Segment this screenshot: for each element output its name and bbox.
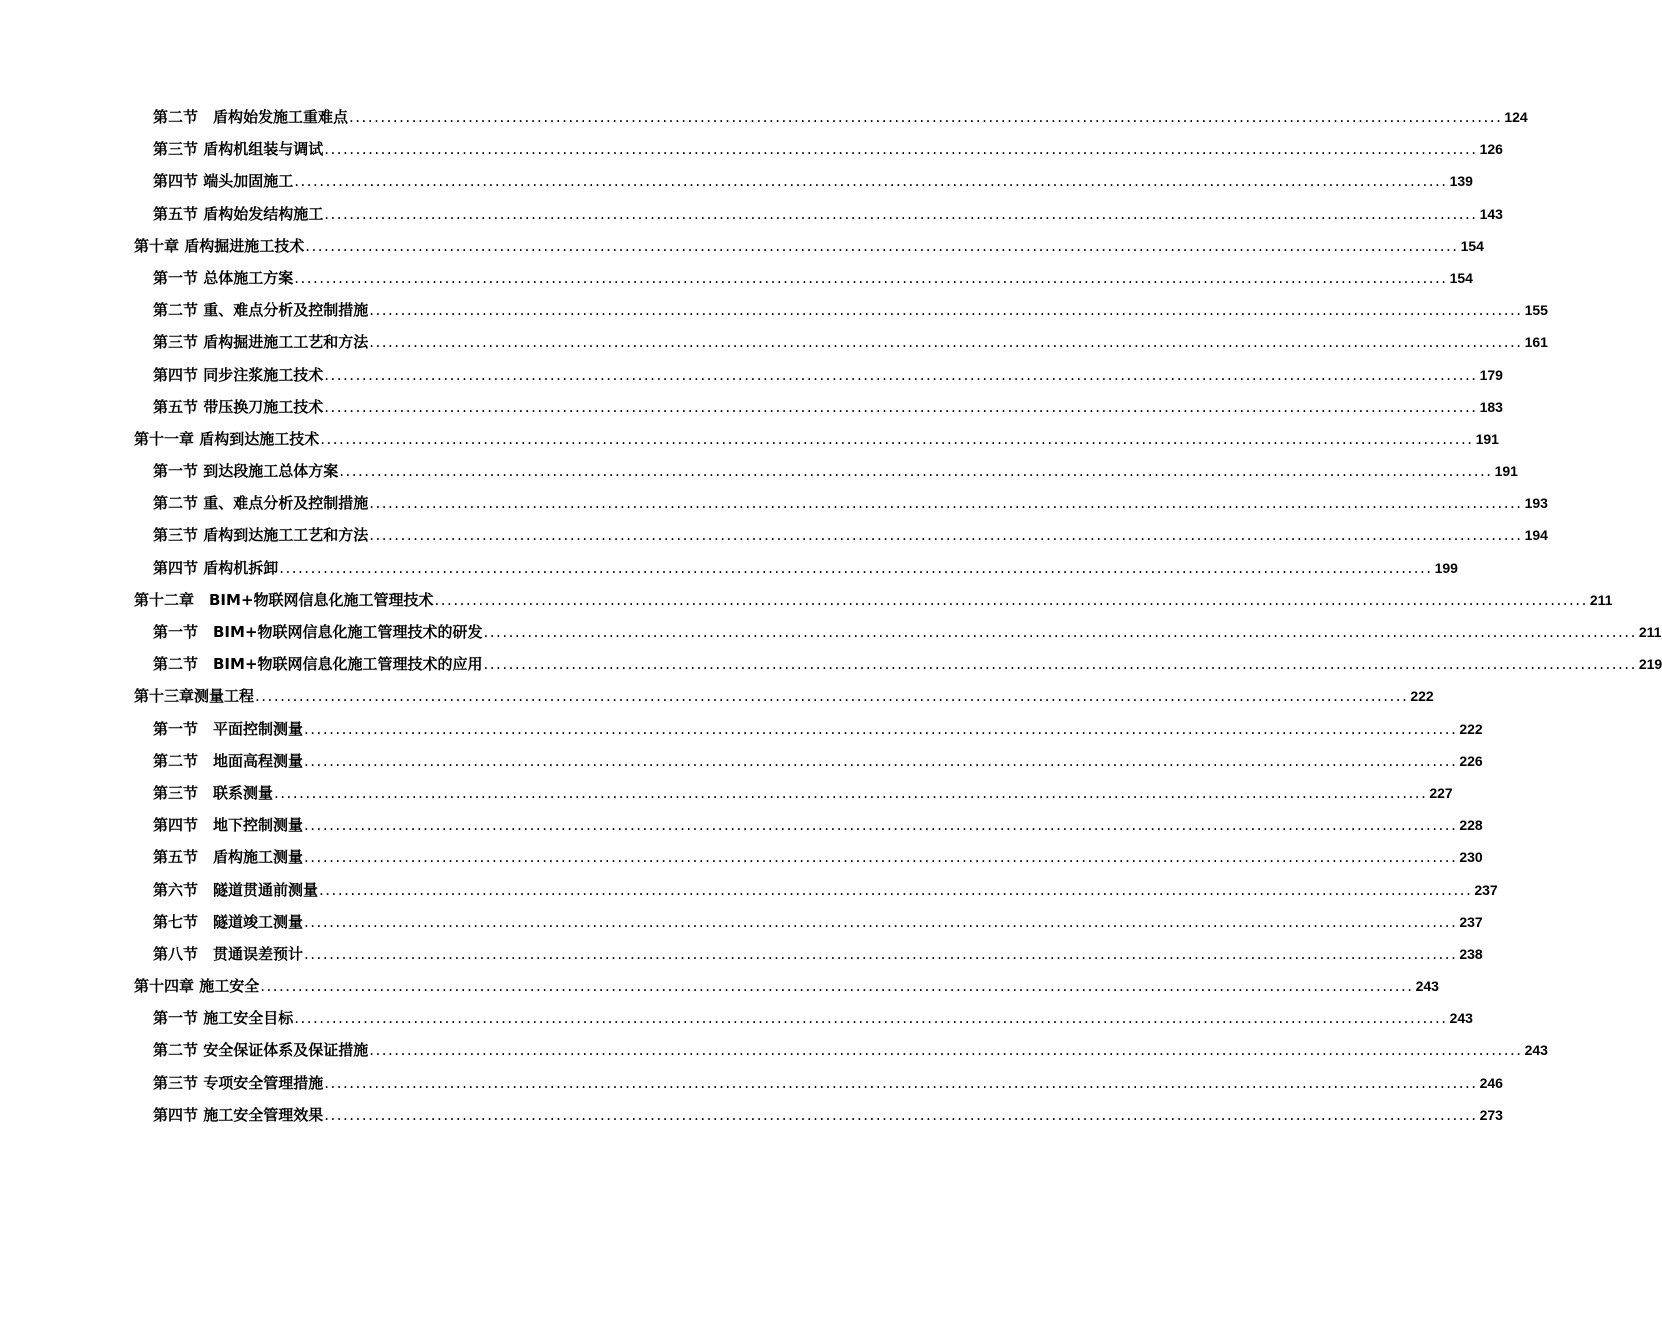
- toc-section-entry[interactable]: [134, 359, 1503, 391]
- toc-section-entry[interactable]: [134, 1099, 1503, 1131]
- toc-page-number: 230: [1459, 849, 1483, 866]
- toc-entry-title: 第一节 BIM+物联网信息化施工管理技术的研发: [153, 623, 483, 641]
- toc-page-number: 161: [1524, 334, 1548, 351]
- toc-section-entry[interactable]: [134, 809, 1483, 841]
- toc-chapter-entry[interactable]: [134, 423, 1499, 455]
- toc-entry-title: 第十章 盾构掘进施工技术: [134, 236, 305, 255]
- toc-dot-leader: ........................................................................................................................................................................................: [369, 494, 1523, 513]
- toc-page-number: 211: [1589, 591, 1613, 608]
- toc-dot-leader: ........................................................................................................................................................................................: [324, 204, 1478, 223]
- toc-page-number: 191: [1494, 463, 1518, 480]
- toc-page-number: 154: [1460, 237, 1484, 254]
- table-of-contents: [134, 101, 1662, 1131]
- toc-dot-leader: ........................................................................................................................................................................................: [483, 623, 1637, 641]
- toc-page-number: 179: [1479, 366, 1503, 383]
- toc-chapter-entry[interactable]: [134, 970, 1439, 1002]
- toc-section-entry[interactable]: [134, 1067, 1503, 1099]
- toc-dot-leader: ........................................................................................................................................................................................: [339, 462, 1493, 481]
- toc-dot-leader: ........................................................................................................................................................................................: [434, 590, 1588, 609]
- toc-page-number: 226: [1459, 752, 1483, 769]
- toc-section-entry[interactable]: [134, 841, 1483, 873]
- toc-dot-leader: ........................................................................................................................................................................................: [304, 848, 1458, 867]
- toc-entry-title: 第三节 联系测量: [153, 783, 274, 802]
- toc-section-entry[interactable]: [134, 133, 1503, 165]
- toc-entry-title: 第五节 带压换刀施工技术: [153, 397, 324, 416]
- toc-dot-leader: ........................................................................................................................................................................................: [369, 526, 1523, 545]
- toc-section-entry[interactable]: [134, 552, 1458, 584]
- toc-chapter-entry[interactable]: [134, 584, 1613, 616]
- toc-page-number: 237: [1459, 913, 1483, 930]
- toc-entry-title: 第一节 总体施工方案: [153, 268, 294, 287]
- toc-dot-leader: ........................................................................................................................................................................................: [320, 429, 1474, 448]
- toc-section-entry[interactable]: [134, 1034, 1548, 1066]
- toc-page-number: 237: [1474, 881, 1498, 898]
- toc-section-entry[interactable]: [134, 165, 1473, 197]
- toc-dot-leader: ........................................................................................................................................................................................: [369, 1041, 1523, 1060]
- toc-section-entry[interactable]: [134, 326, 1548, 358]
- toc-page-number: 227: [1429, 784, 1453, 801]
- toc-page-number: 243: [1524, 1042, 1548, 1059]
- toc-page-number: 194: [1524, 527, 1548, 544]
- toc-page-number: 126: [1479, 141, 1503, 158]
- toc-entry-title: 第四节 地下控制测量: [153, 816, 304, 835]
- toc-dot-leader: ........................................................................................................................................................................................: [304, 719, 1458, 738]
- toc-entry-title: 第十四章 施工安全: [134, 977, 260, 996]
- toc-page-number: 199: [1434, 559, 1458, 576]
- toc-entry-title: 第四节 同步注浆施工技术: [153, 365, 324, 384]
- toc-section-entry[interactable]: [134, 391, 1503, 423]
- toc-section-entry[interactable]: [134, 487, 1548, 519]
- toc-dot-leader: ........................................................................................................................................................................................: [304, 751, 1458, 770]
- toc-dot-leader: ........................................................................................................................................................................................: [274, 783, 1428, 802]
- toc-dot-leader: ........................................................................................................................................................................................: [483, 655, 1637, 674]
- toc-dot-leader: ........................................................................................................................................................................................: [305, 236, 1459, 255]
- toc-entry-title: 第三节 专项安全管理措施: [153, 1073, 324, 1092]
- toc-chapter-entry[interactable]: [134, 230, 1484, 262]
- toc-section-entry[interactable]: [134, 874, 1498, 906]
- toc-section-entry[interactable]: [134, 938, 1483, 970]
- toc-dot-leader: ........................................................................................................................................................................................: [319, 880, 1473, 899]
- toc-entry-title: 第六节 隧道贯通前测量: [153, 880, 319, 899]
- toc-section-entry[interactable]: [134, 519, 1548, 551]
- toc-dot-leader: ........................................................................................................................................................................................: [304, 944, 1458, 963]
- toc-dot-leader: ........................................................................................................................................................................................: [324, 1073, 1478, 1092]
- toc-dot-leader: ........................................................................................................................................................................................: [279, 558, 1433, 577]
- toc-page-number: 155: [1524, 302, 1548, 319]
- toc-dot-leader: ........................................................................................................................................................................................: [304, 912, 1458, 931]
- toc-entry-title: 第五节 盾构施工测量: [153, 848, 304, 867]
- toc-page-number: 183: [1479, 398, 1503, 415]
- toc-entry-title: 第七节 隧道竣工测量: [153, 912, 304, 931]
- toc-entry-title: 第四节 端头加固施工: [153, 172, 294, 191]
- toc-dot-leader: ........................................................................................................................................................................................: [255, 687, 1409, 706]
- toc-section-entry[interactable]: [134, 294, 1548, 326]
- toc-section-entry[interactable]: [134, 745, 1483, 777]
- toc-page-number: 273: [1479, 1106, 1503, 1123]
- toc-dot-leader: ........................................................................................................................................................................................: [324, 365, 1478, 384]
- toc-section-entry[interactable]: [134, 906, 1483, 938]
- toc-page-number: 222: [1459, 720, 1483, 737]
- toc-dot-leader: ........................................................................................................................................................................................: [324, 397, 1478, 416]
- toc-entry-title: 第二节 盾构始发施工重难点: [153, 108, 349, 126]
- toc-section-entry[interactable]: [134, 648, 1662, 680]
- toc-entry-title: 第四节 施工安全管理效果: [153, 1105, 324, 1124]
- toc-section-entry[interactable]: [134, 455, 1518, 487]
- toc-dot-leader: ........................................................................................................................................................................................: [324, 1105, 1478, 1124]
- toc-section-entry[interactable]: [134, 616, 1662, 648]
- toc-entry-title: 第四节 盾构机拆卸: [153, 558, 279, 577]
- toc-page-number: 222: [1410, 688, 1434, 705]
- toc-section-entry[interactable]: [134, 198, 1503, 230]
- toc-dot-leader: ........................................................................................................................................................................................: [294, 172, 1448, 191]
- toc-dot-leader: ........................................................................................................................................................................................: [369, 301, 1523, 320]
- toc-chapter-entry[interactable]: [134, 680, 1434, 712]
- toc-page-number: 246: [1479, 1074, 1503, 1091]
- toc-dot-leader: ........................................................................................................................................................................................: [294, 268, 1448, 287]
- toc-entry-title: 第十二章 BIM+物联网信息化施工管理技术: [134, 590, 434, 609]
- toc-page-number: 219: [1638, 656, 1662, 673]
- toc-dot-leader: ........................................................................................................................................................................................: [324, 140, 1478, 159]
- toc-entry-title: 第三节 盾构到达施工工艺和方法: [153, 526, 369, 545]
- toc-page-number: 143: [1479, 205, 1503, 222]
- toc-section-entry[interactable]: [134, 101, 1528, 133]
- toc-section-entry[interactable]: [134, 777, 1453, 809]
- toc-page-number: 191: [1475, 430, 1499, 447]
- toc-entry-title: 第五节 盾构始发结构施工: [153, 204, 324, 223]
- toc-entry-title: 第二节 重、难点分析及控制措施: [153, 301, 369, 320]
- toc-page-number: 139: [1449, 173, 1473, 190]
- toc-page-number: 228: [1459, 817, 1483, 834]
- toc-dot-leader: ........................................................................................................................................................................................: [369, 333, 1523, 352]
- toc-page-number: 243: [1415, 978, 1439, 995]
- toc-page-number: 211: [1638, 624, 1662, 640]
- toc-page-number: 243: [1449, 1010, 1473, 1027]
- toc-page-number: 124: [1504, 109, 1528, 125]
- toc-entry-title: 第二节 重、难点分析及控制措施: [153, 494, 369, 513]
- toc-entry-title: 第一节 平面控制测量: [153, 719, 304, 738]
- toc-dot-leader: ........................................................................................................................................................................................: [349, 108, 1503, 126]
- toc-page-number: 193: [1524, 495, 1548, 512]
- toc-section-entry[interactable]: [134, 713, 1483, 745]
- toc-entry-title: 第十三章测量工程: [134, 687, 255, 706]
- toc-entry-title: 第二节 安全保证体系及保证措施: [153, 1041, 369, 1060]
- toc-dot-leader: ........................................................................................................................................................................................: [294, 1009, 1448, 1028]
- toc-entry-title: 第一节 施工安全目标: [153, 1009, 294, 1028]
- toc-section-entry[interactable]: [134, 262, 1473, 294]
- toc-entry-title: 第十一章 盾构到达施工技术: [134, 429, 320, 448]
- toc-entry-title: 第二节 地面高程测量: [153, 751, 304, 770]
- toc-entry-title: 第八节 贯通误差预计: [153, 944, 304, 963]
- toc-section-entry[interactable]: [134, 1002, 1473, 1034]
- toc-page-number: 238: [1459, 945, 1483, 962]
- toc-entry-title: 第一节 到达段施工总体方案: [153, 462, 339, 481]
- toc-entry-title: 第三节 盾构掘进施工工艺和方法: [153, 333, 369, 352]
- toc-dot-leader: ........................................................................................................................................................................................: [304, 816, 1458, 835]
- toc-entry-title: 第三节 盾构机组装与调试: [153, 140, 324, 159]
- toc-dot-leader: ........................................................................................................................................................................................: [260, 977, 1414, 996]
- toc-entry-title: 第二节 BIM+物联网信息化施工管理技术的应用: [153, 655, 483, 674]
- toc-page-number: 154: [1449, 269, 1473, 286]
